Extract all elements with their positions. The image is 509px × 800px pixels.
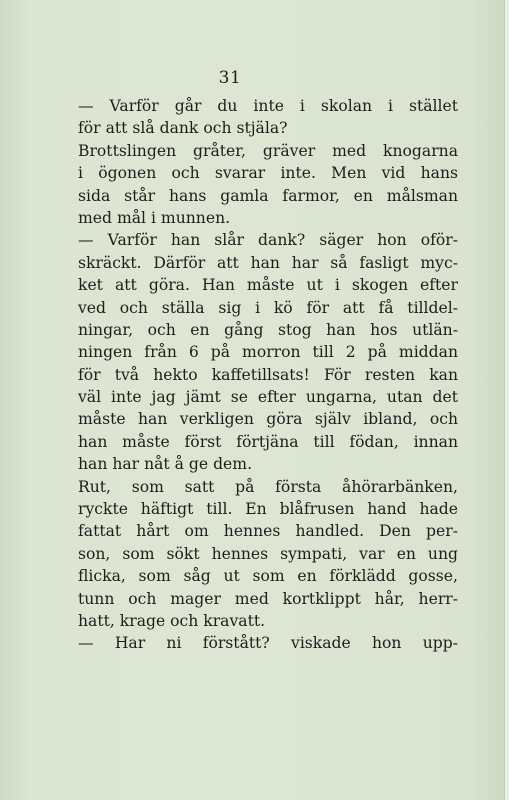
text-line: — Har ni förstått? viskade hon upp-	[78, 634, 458, 653]
body-text	[78, 95, 458, 655]
text-line: fattat hårt om hennes handled. Den per-	[78, 522, 458, 541]
text-line: med mål i munnen.	[78, 208, 231, 227]
text-line: i ögonen och svarar inte. Men vid hans	[78, 164, 458, 183]
text-line: hatt, krage och kravatt.	[78, 611, 266, 630]
text-line: han har nåt å ge dem.	[78, 455, 253, 474]
text-line: son, som sökt hennes sympati, var en ung	[78, 544, 458, 563]
text-line: för att slå dank och stjäla?	[78, 119, 288, 138]
text-line: sida står hans gamla farmor, en målsman	[78, 186, 458, 205]
text-line: ningar, och en gång stog han hos utlän-	[78, 320, 458, 339]
text-line: väl inte jag jämt se efter ungarna, utan det	[78, 388, 458, 407]
text-line: ningen från 6 på morron till 2 på middan	[78, 343, 458, 362]
text-line: ryckte häftigt till. En blåfrusen hand hade	[78, 500, 458, 519]
text-line: skräckt. Därför att han har så fasligt myc-	[78, 253, 458, 272]
text-line: ket att göra. Han måste ut i skogen efter	[78, 276, 458, 295]
text-line: — Varför går du inte i skolan i stället	[78, 97, 458, 115]
page-edge	[504, 0, 509, 800]
page-number: 31	[218, 68, 242, 88]
text-line: ved och ställa sig i kö för att få tilldel-	[78, 298, 458, 317]
text-line: han måste först förtjäna till födan, innan	[78, 432, 458, 451]
text-line: för två hekto kaffetillsats! För resten kan	[78, 365, 458, 384]
text-line: — Varför han slår dank? säger hon oför-	[78, 231, 458, 250]
text-line: tunn och mager med kortklippt hår, herr-	[78, 589, 458, 608]
text-line: måste han verkligen göra själv ibland, och	[78, 410, 458, 429]
text-line: Brottslingen gråter, gräver med knogarna	[78, 141, 458, 160]
text-line: Rut, som satt på första åhörarbänken,	[78, 477, 458, 496]
text-line: flicka, som såg ut som en förklädd gosse,	[78, 567, 458, 586]
